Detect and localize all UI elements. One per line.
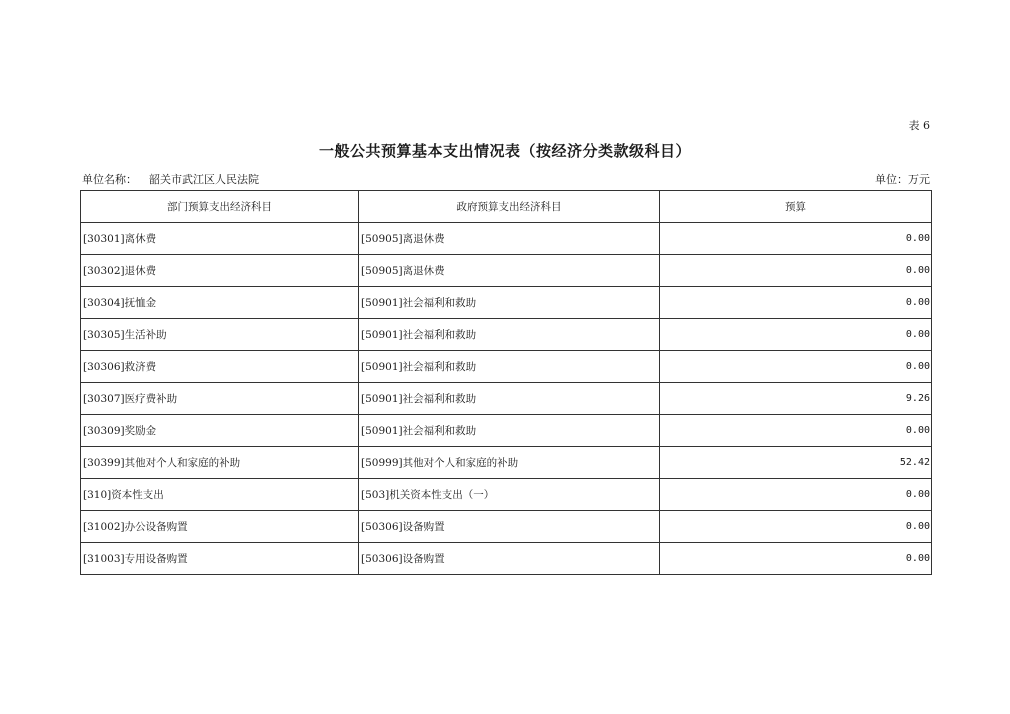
- cell-gov-subject: [50901]社会福利和救助: [359, 351, 660, 383]
- cell-dept-subject: [30305]生活补助: [81, 319, 359, 351]
- cell-budget: 0.00: [660, 351, 932, 383]
- table-row: [81, 223, 932, 255]
- cell-gov-subject: [50901]社会福利和救助: [359, 383, 660, 415]
- cell-dept-subject: [30399]其他对个人和家庭的补助: [81, 447, 359, 479]
- table-row: [81, 351, 932, 383]
- cell-gov-subject: [50905]离退休费: [359, 255, 660, 287]
- cell-budget: 0.00: [660, 255, 932, 287]
- cell-gov-subject: [503]机关资本性支出（一）: [359, 479, 660, 511]
- cell-budget: 0.00: [660, 543, 932, 575]
- cell-dept-subject: [30306]救济费: [81, 351, 359, 383]
- table-row: [81, 255, 932, 287]
- table-row: [81, 319, 932, 351]
- column-header-budget: 预算: [660, 191, 932, 223]
- cell-dept-subject: [30307]医疗费补助: [81, 383, 359, 415]
- cell-gov-subject: [50901]社会福利和救助: [359, 415, 660, 447]
- cell-dept-subject: [31003]专用设备购置: [81, 543, 359, 575]
- cell-gov-subject: [50905]离退休费: [359, 223, 660, 255]
- table-row: [81, 383, 932, 415]
- currency-unit: 单位：万元: [875, 173, 930, 186]
- unit-name: 韶关市武江区人民法院: [149, 173, 259, 186]
- cell-budget: 0.00: [660, 223, 932, 255]
- cell-gov-subject: [50306]设备购置: [359, 511, 660, 543]
- cell-dept-subject: [30302]退休费: [81, 255, 359, 287]
- cell-budget: 52.42: [660, 447, 932, 479]
- cell-dept-subject: [30309]奖励金: [81, 415, 359, 447]
- table-row: [81, 543, 932, 575]
- cell-budget: 0.00: [660, 479, 932, 511]
- cell-budget: 0.00: [660, 287, 932, 319]
- table-number: 表 6: [908, 119, 930, 132]
- table-row: [81, 287, 932, 319]
- column-header-gov: 政府预算支出经济科目: [359, 191, 660, 223]
- table-row: [81, 511, 932, 543]
- cell-dept-subject: [310]资本性支出: [81, 479, 359, 511]
- table-header-row: [81, 191, 932, 223]
- cell-budget: 0.00: [660, 511, 932, 543]
- table-row: [81, 447, 932, 479]
- cell-budget: 0.00: [660, 319, 932, 351]
- cell-gov-subject: [50901]社会福利和救助: [359, 319, 660, 351]
- meta-row: [82, 171, 930, 185]
- unit-info: [82, 171, 259, 187]
- cell-gov-subject: [50901]社会福利和救助: [359, 287, 660, 319]
- table-row: [81, 479, 932, 511]
- cell-budget: 9.26: [660, 383, 932, 415]
- cell-budget: 0.00: [660, 415, 932, 447]
- page-title: 一般公共预算基本支出情况表（按经济分类款级科目）: [318, 142, 691, 160]
- budget-table: [80, 190, 932, 575]
- column-header-dept: 部门预算支出经济科目: [81, 191, 359, 223]
- cell-dept-subject: [30304]抚恤金: [81, 287, 359, 319]
- table-row: [81, 415, 932, 447]
- cell-dept-subject: [30301]离休费: [81, 223, 359, 255]
- cell-dept-subject: [31002]办公设备购置: [81, 511, 359, 543]
- unit-name-label: 单位名称：: [82, 173, 137, 186]
- cell-gov-subject: [50999]其他对个人和家庭的补助: [359, 447, 660, 479]
- cell-gov-subject: [50306]设备购置: [359, 543, 660, 575]
